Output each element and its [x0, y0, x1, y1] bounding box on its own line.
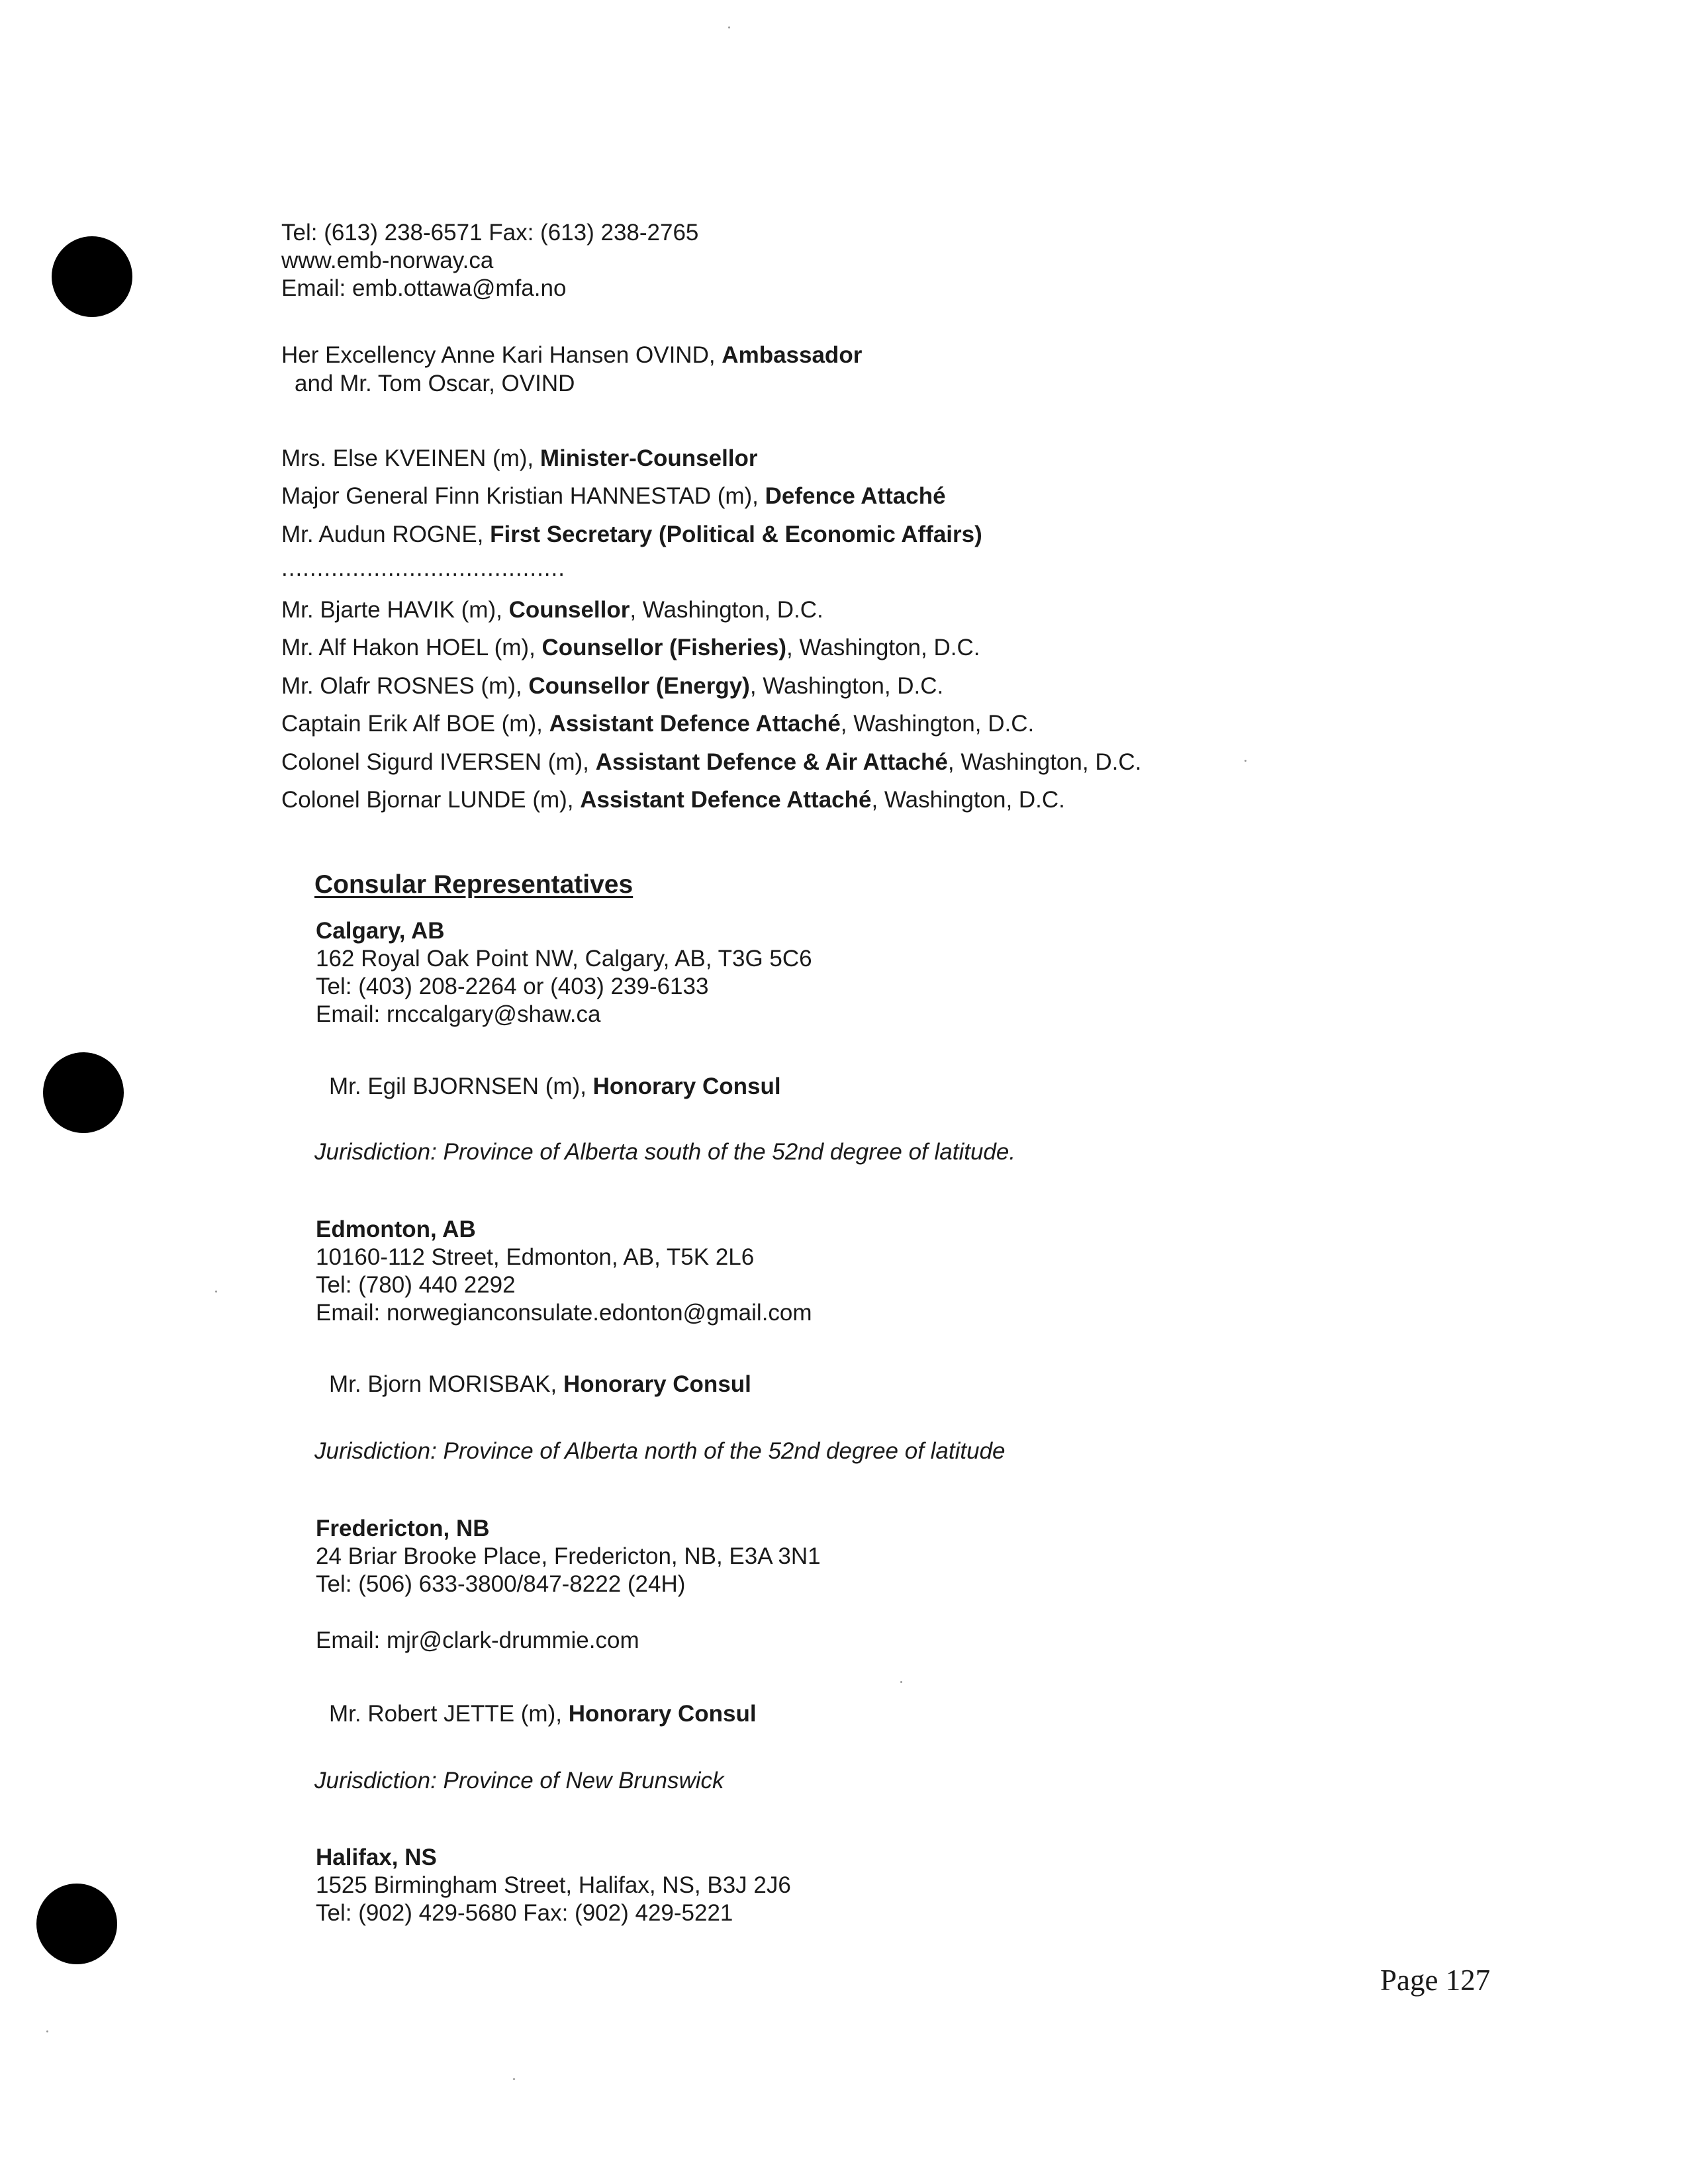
staff-name: Mr. Audun ROGNE,: [281, 522, 491, 547]
staff-title: Assistant Defence Attaché: [580, 787, 872, 813]
staff-line: [281, 445, 758, 473]
staff-line: [281, 634, 980, 662]
staff-suffix: , Washington, D.C.: [871, 787, 1065, 813]
staff-name: Mr. Bjarte HAVIK (m),: [281, 597, 509, 623]
office-jurisdiction: Jurisdiction: Province of Alberta north of the 52nd degree of latitude: [314, 1438, 1006, 1464]
staff-line: [281, 521, 982, 549]
staff-suffix: , Washington, D.C.: [786, 635, 980, 660]
scan-speck: [513, 2078, 515, 2080]
staff-line: [281, 786, 1065, 814]
ambassador-spouse: and Mr. Tom Oscar, OVIND: [295, 371, 575, 396]
office-address: 10160-112 Street, Edmonton, AB, T5K 2L6: [316, 1244, 755, 1270]
page-number: Page 127: [1380, 1964, 1491, 1997]
ambassador-name: Her Excellency Anne Kari Hansen OVIND,: [281, 342, 722, 368]
staff-name: Captain Erik Alf BOE (m),: [281, 711, 549, 737]
consul-title: Honorary Consul: [568, 1701, 757, 1727]
consular-heading: Consular Representatives: [314, 870, 633, 899]
consul-line: [329, 1073, 781, 1101]
staff-suffix: , Washington, D.C.: [840, 711, 1035, 737]
staff-title: Counsellor (Fisheries): [541, 635, 787, 660]
scan-speck: [900, 1681, 902, 1683]
staff-title: Assistant Defence Attaché: [549, 711, 841, 737]
staff-name: Major General Finn Kristian HANNESTAD (m),: [281, 483, 765, 509]
office-city: Fredericton, NB: [316, 1516, 490, 1541]
dotted-separator: ........................................: [281, 555, 565, 581]
office-tel: Tel: (506) 633-3800/847-8222 (24H): [316, 1571, 686, 1597]
staff-title: Counsellor: [508, 597, 630, 623]
punch-hole: [43, 1052, 124, 1133]
staff-title: Minister-Counsellor: [539, 445, 758, 471]
consul-title: Honorary Consul: [563, 1371, 751, 1397]
punch-hole: [36, 1884, 117, 1964]
staff-suffix: , Washington, D.C.: [947, 749, 1142, 775]
staff-title: Assistant Defence & Air Attaché: [595, 749, 948, 775]
staff-suffix: , Washington, D.C.: [749, 673, 944, 699]
consul-line: [329, 1371, 751, 1398]
staff-name: Colonel Sigurd IVERSEN (m),: [281, 749, 596, 775]
staff-line: [281, 596, 823, 624]
office-email[interactable]: Email: rnccalgary@shaw.ca: [316, 1001, 601, 1027]
consul-name: Mr. Bjorn MORISBAK,: [329, 1371, 563, 1397]
office-city: Edmonton, AB: [316, 1216, 476, 1242]
scan-speck: [728, 26, 730, 28]
staff-line: [281, 482, 946, 510]
staff-title: Defence Attaché: [765, 483, 946, 509]
office-jurisdiction: Jurisdiction: Province of New Brunswick: [314, 1768, 724, 1794]
staff-name: Mr. Alf Hakon HOEL (m),: [281, 635, 542, 660]
staff-suffix: , Washington, D.C.: [630, 597, 823, 623]
scan-speck: [215, 1291, 217, 1293]
scan-speck: [1244, 760, 1246, 762]
office-email[interactable]: Email: mjr@clark-drummie.com: [316, 1627, 639, 1653]
office-email[interactable]: Email: norwegianconsulate.edonton@gmail.com: [316, 1300, 812, 1326]
punch-hole: [52, 236, 132, 317]
consul-line: [329, 1700, 757, 1728]
consul-name: Mr. Egil BJORNSEN (m),: [329, 1073, 593, 1099]
staff-title: Counsellor (Energy): [528, 673, 750, 699]
office-tel: Tel: (403) 208-2264 or (403) 239-6133: [316, 974, 709, 999]
staff-title: First Secretary (Political & Economic Affairs): [490, 522, 982, 547]
office-address: 162 Royal Oak Point NW, Calgary, AB, T3G 5C6: [316, 946, 812, 972]
ambassador-title: Ambassador: [722, 342, 863, 368]
office-address: 1525 Birmingham Street, Halifax, NS, B3J 2J6: [316, 1872, 791, 1898]
staff-line: [281, 710, 1034, 738]
scan-speck: [46, 2030, 48, 2032]
embassy-email[interactable]: Email: emb.ottawa@mfa.no: [281, 275, 567, 301]
office-tel: Tel: (902) 429-5680 Fax: (902) 429-5221: [316, 1900, 733, 1926]
consul-name: Mr. Robert JETTE (m),: [329, 1701, 569, 1727]
staff-line: [281, 672, 943, 700]
office-address: 24 Briar Brooke Place, Fredericton, NB, E3A 3N1: [316, 1543, 821, 1569]
office-city: Halifax, NS: [316, 1844, 437, 1870]
office-city: Calgary, AB: [316, 918, 445, 944]
staff-line: [281, 749, 1141, 776]
office-jurisdiction: Jurisdiction: Province of Alberta south of the 52nd degree of latitude.: [314, 1139, 1016, 1165]
office-tel: Tel: (780) 440 2292: [316, 1272, 516, 1298]
embassy-website[interactable]: www.emb-norway.ca: [281, 248, 494, 273]
staff-name: Mrs. Else KVEINEN (m),: [281, 445, 540, 471]
ambassador-line: [281, 341, 862, 369]
staff-name: Colonel Bjornar LUNDE (m),: [281, 787, 581, 813]
staff-name: Mr. Olafr ROSNES (m),: [281, 673, 529, 699]
consul-title: Honorary Consul: [592, 1073, 781, 1099]
embassy-tel-fax: Tel: (613) 238-6571 Fax: (613) 238-2765: [281, 220, 699, 246]
